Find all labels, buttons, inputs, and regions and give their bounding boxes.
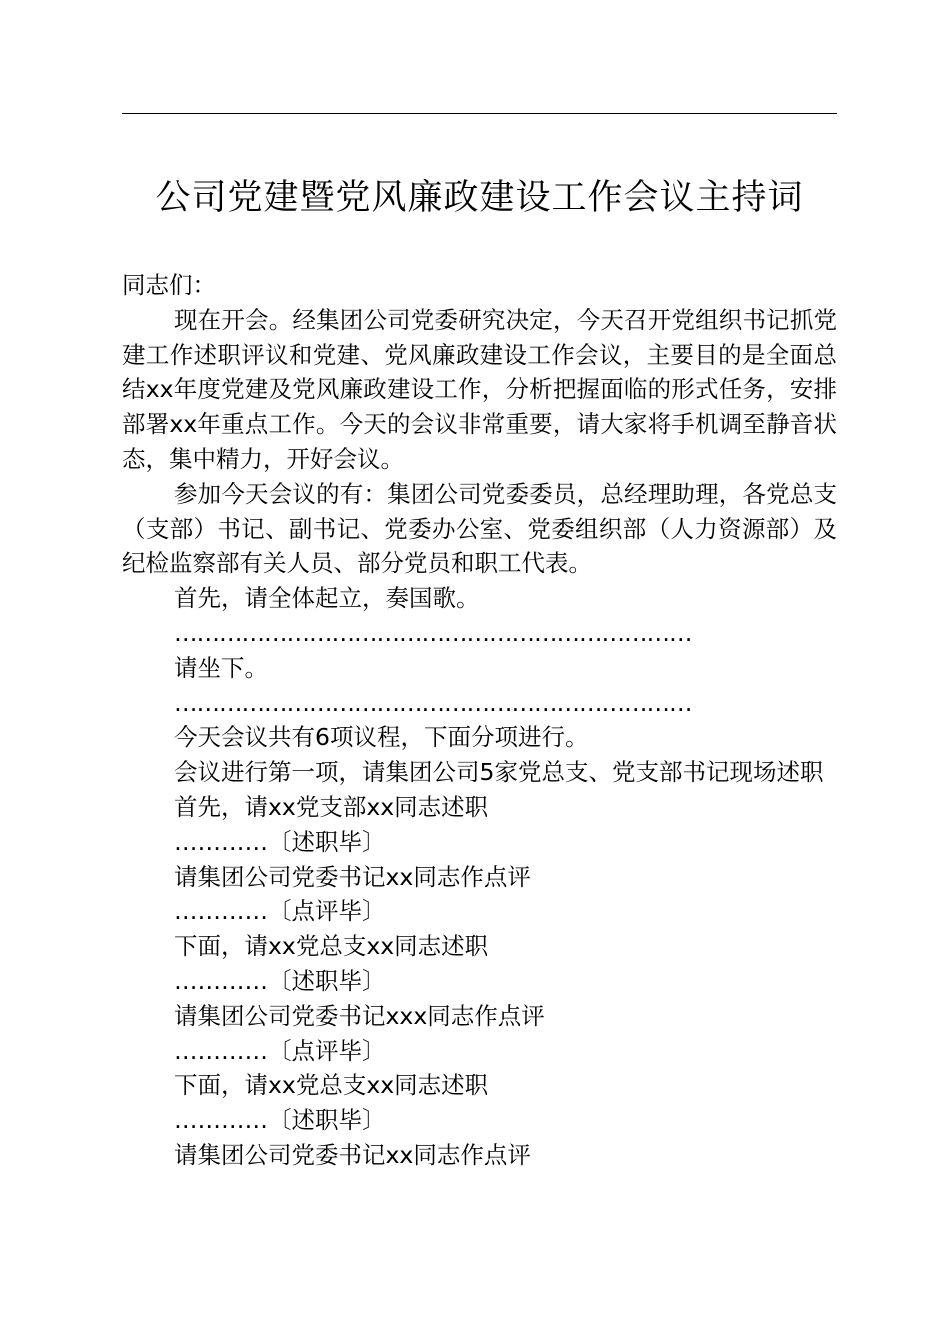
line-report-1-done: …………〔述职毕〕 — [174, 827, 386, 856]
line-sit-down: 请坐下。 — [174, 653, 268, 682]
line-report-3: 下面，请xx党总支xx同志述职 — [174, 1071, 489, 1100]
dots-separator-2: …………………………………………………………… — [174, 688, 692, 717]
line-report-2: 下面，请xx党总支xx同志述职 — [174, 932, 489, 961]
line-report-1: 首先，请xx党支部xx同志述职 — [174, 792, 489, 821]
document-body — [122, 268, 837, 1173]
line-comment-1-done: …………〔点评毕〕 — [174, 897, 386, 926]
line-comment-2-done: …………〔点评毕〕 — [174, 1036, 386, 1065]
line-report-3-done: …………〔述职毕〕 — [174, 1106, 386, 1135]
paragraph-attendees: 参加今天会议的有：集团公司党委委员，总经理助理，各党总支（支部）书记、副书记、党委办公室、党委组织部（人力资源部）及纪检监察部有关人员、部分党员和职工代表。 — [122, 479, 837, 578]
line-comment-1: 请集团公司党委书记xx同志作点评 — [174, 862, 531, 891]
paragraph-opening: 现在开会。经集团公司党委研究决定，今天召开党组织书记抓党建工作述职评议和党建、党风廉政建设工作会议，主要目的是全面总结xx年度党建及党风廉政建设工作，分析把握面临的形式任务，安排部署xx年重点工作。今天的会议非常重要，请大家将手机调至静音状态，集中精力，开好会议。 — [122, 305, 837, 473]
salutation: 同志们： — [122, 271, 216, 299]
document-title: 公司党建暨党风廉政建设工作会议主持词 — [155, 178, 804, 218]
header-rule — [122, 113, 837, 114]
line-report-2-done: …………〔述职毕〕 — [174, 966, 386, 995]
dots-separator-1: …………………………………………………………… — [174, 618, 692, 647]
line-agenda: 今天会议共有6项议程，下面分项进行。 — [174, 723, 589, 752]
line-comment-3: 请集团公司党委书记xx同志作点评 — [174, 1140, 531, 1169]
line-item-one: 会议进行第一项，请集团公司5家党总支、党支部书记现场述职 — [174, 758, 824, 787]
line-anthem: 首先，请全体起立，奏国歌。 — [174, 584, 480, 613]
line-comment-2: 请集团公司党委书记xxx同志作点评 — [174, 1001, 545, 1030]
